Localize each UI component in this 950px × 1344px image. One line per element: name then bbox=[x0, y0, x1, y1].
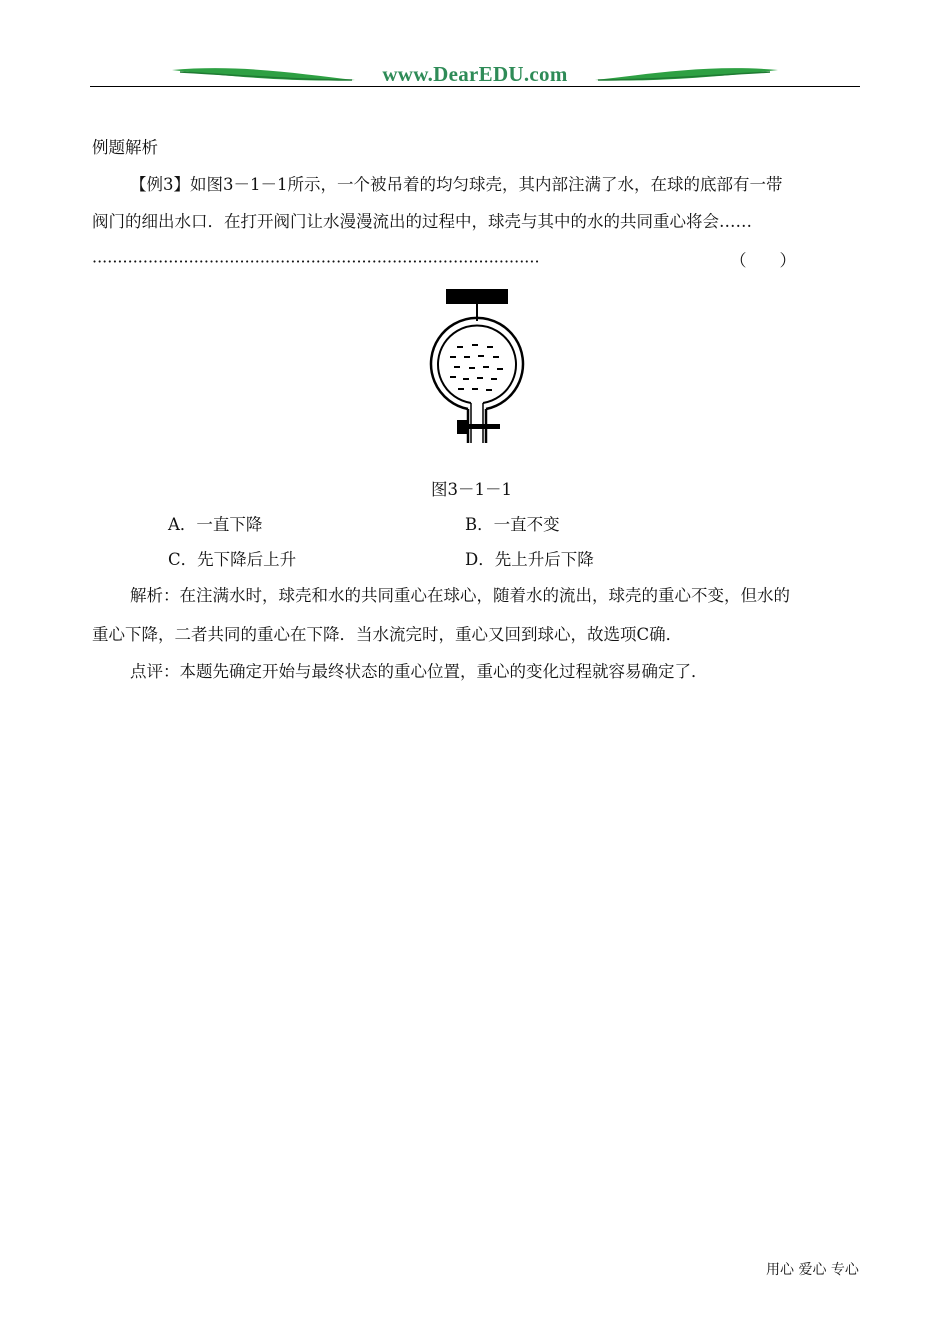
option-a: A．一直下降 bbox=[168, 515, 263, 534]
dotted-leader: ························································································ bbox=[92, 252, 540, 271]
option-b: B．一直不变 bbox=[465, 515, 560, 534]
analysis-line-2: 重心下降，二者共同的重心在下降．当水流完时，重心又回到球心，故选项C确． bbox=[92, 625, 683, 644]
header-rule bbox=[90, 86, 860, 87]
site-logo[interactable]: www.DearEDU.com bbox=[382, 62, 568, 86]
figure-caption: 图3－1－1 bbox=[431, 480, 512, 499]
footer-slogan: 用心 爱心 专心 bbox=[766, 1262, 859, 1278]
page-header bbox=[90, 60, 860, 90]
analysis-line-1: 解析：在注满水时，球壳和水的共同重心在球心，随着水的流出，球壳的重心不变，但水的 bbox=[130, 586, 790, 605]
hanging-sphere-figure bbox=[420, 285, 530, 445]
answer-blank: （ ） bbox=[730, 251, 796, 270]
section-title: 例题解析 bbox=[92, 138, 158, 157]
comment-text: 点评：本题先确定开始与最终状态的重心位置，重心的变化过程就容易确定了． bbox=[130, 662, 708, 681]
example-line-1: 【例3】如图3－1－1所示，一个被吊着的均匀球壳，其内部注满了水，在球的底部有一带 bbox=[130, 175, 783, 194]
option-d: D．先上升后下降 bbox=[465, 550, 594, 569]
example-line-2: 阀门的细出水口．在打开阀门让水漫漫流出的过程中，球壳与其中的水的共同重心将会…… bbox=[92, 212, 752, 231]
option-c: C．先下降后上升 bbox=[168, 550, 297, 569]
